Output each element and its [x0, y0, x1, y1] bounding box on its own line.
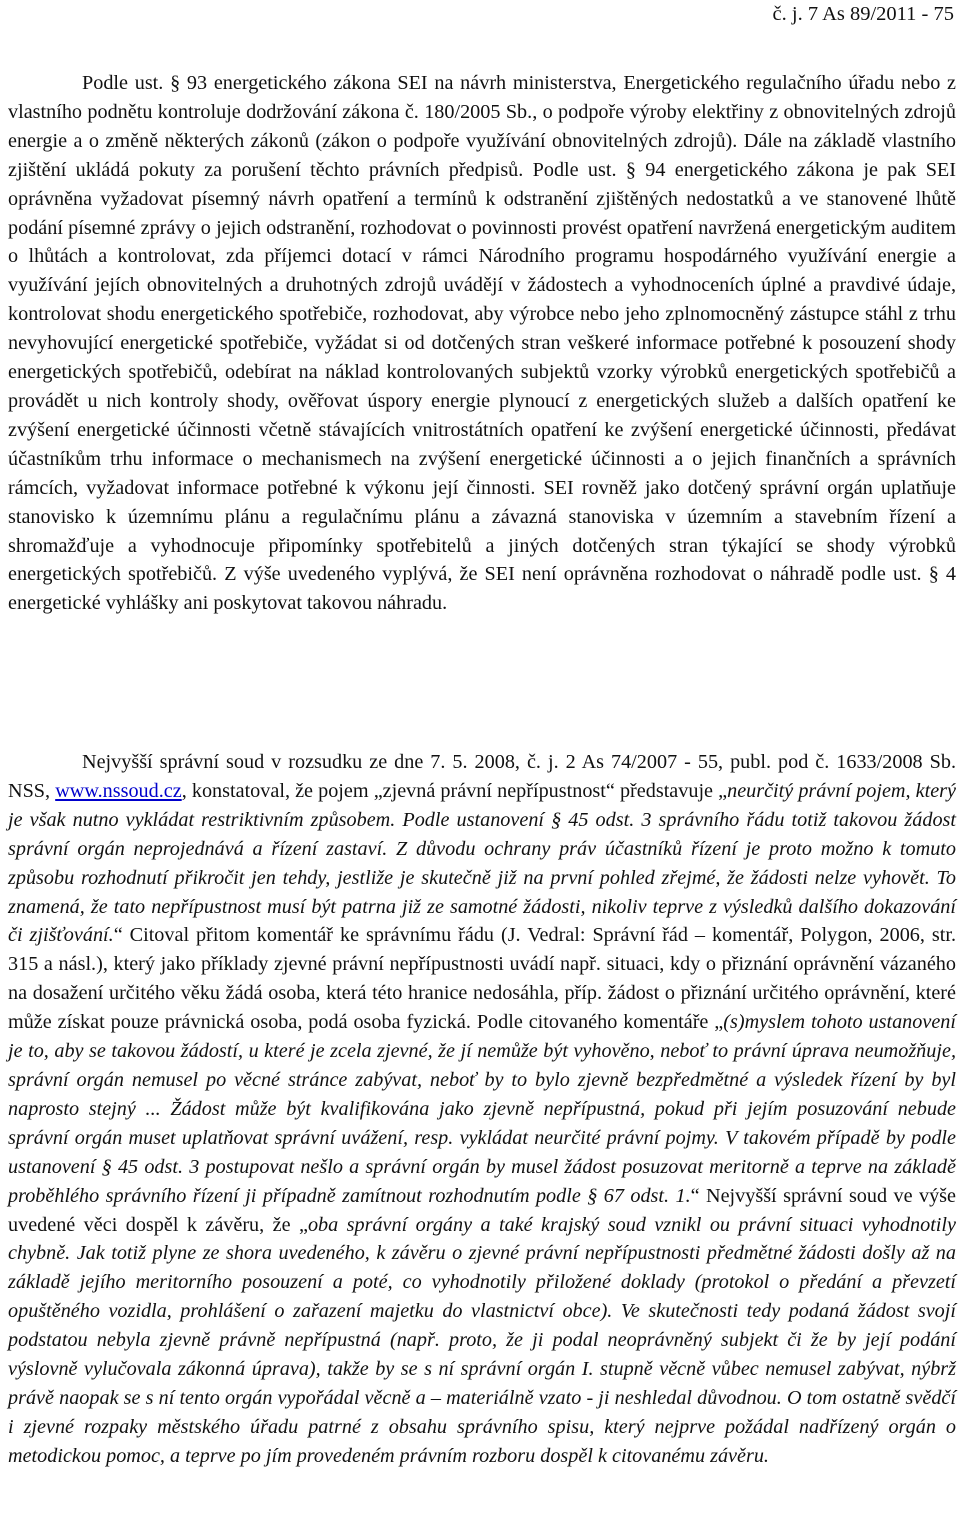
quotation-italic: neurčitý právní pojem, který je však nutno vykládat restriktivním způsobem. Podle ustanovení § 45 odst. 3 správního řádu totiž takovou žádost správní orgán neprojednává a řízení zastaví. Z důvodu ochrany práv účastníků řízení je proto možno k tomuto způsobu rozhodnutí přikročit jen tehdy, jestliže je skutečně již na první pohled zřejmé, že žádosti nelze vyhovět. To znamená, že tato nepřípustnost musí být patrna již ze samotné žádosti, nikoliv teprve z výsledků dalšího dokazování či zjišťování. [8, 779, 956, 947]
paragraph-court-ruling [8, 748, 956, 1471]
text-segment: , konstatoval, že pojem „zjevná právní nepřípustnost“ představuje „ [181, 779, 728, 802]
text-segment: “ Nejvyšší správní soud ve výše uvedené věci dospěl k závěru, že „ [8, 1184, 956, 1236]
text-segment: “ Citoval přitom komentář ke správnímu řádu (J. Vedral: Správní řád – komentář, Polygon, 2006, str. 315 a násl.), který jako příklady zjevné právní nepřípustnosti uvádí např. situaci, kdy o přiznání oprávnění vázaného na dosažení určitého věku žádá osoba, která této hranice nedosáhla, příp. žádost o přiznání určitého oprávnění, které může získat pouze právnická osoba, podá osoba fyzická. Podle citovaného komentáře „ [8, 924, 956, 1034]
case-number-header: č. j. 7 As 89/2011 - 75 [772, 3, 954, 25]
nssoud-link[interactable]: www.nssoud.cz [55, 779, 182, 802]
text-segment: Podle ust. § 93 energetického zákona SEI na návrh ministerstva, Energetického regulačního úřadu nebo z vlastního podnětu kontroluje dodržování zákona č. 180/2005 Sb., o podpoře výroby elektřiny z obnovitelných zdrojů energie a o změně některých zákonů (zákon o podpoře využívání obnovitelných zdrojů). Dále na základě vlastního zjištění ukládá pokuty za porušení těchto právních předpisů. Podle ust. § 94 energetického zákona je pak SEI oprávněna vyžadovat písemný návrh opatření a termínů k odstranění zjištěných nedostatků a ve stanovené lhůtě podání písemné zprávy o jejich odstranění, rozhodovat o povinnosti provést opatření navržená energetickým auditem o lhůtách a kontrolovat, zda příjemci dotací v rámci Národního programu hospodárného využívání energie a využívání jejích obnovitelných a druhotných zdrojů uvádějí v žádostech a vyhodnoceních úplné a pravdivé údaje, kontrolovat shodu energetického spotřebiče, rozhodovat, aby výrobce nebo jeho zplnomocněný zástupce stáhl z trhu nevyhovující energetické spotřebiče, vyžádat si od dotčených stran veškeré informace potřebné k posouzení shody energetických spotřebičů, odebírat na náklad kontrolovaných subjektů vzorky výrobků energetických spotřebičů a provádět u nich kontroly shody, ověřovat úspory energie plynoucí z energetických služeb a dalších opatření ke zvýšení energetické účinnosti včetně stávajících vnitrostátních opatření ke zvýšení energetické účinnosti, předávat účastníkům trhu informace o mechanismech na zvýšení energetické účinnosti a o jejich finančních a správních rámcích, vyžadovat informace potřebné k výkonu její činnosti. SEI rovněž jako dotčený správní orgán uplatňuje stanovisko k územnímu plánu a regulačnímu plánu a závazná stanoviska v územním a stavebním řízení a shromažďuje a vyhodnocuje připomínky spotřebitelů a jiných dotčených stran týkající se shody výrobků energetických spotřebičů. Z výše uvedeného vyplývá, že SEI není oprávněna rozhodovat o náhradě podle ust. § 4 energetické vyhlášky ani poskytovat takovou náhradu. [8, 72, 956, 615]
paragraph-sei-powers [8, 69, 956, 618]
quotation-italic: (s)myslem tohoto ustanovení je to, aby se takovou žádostí, u které je zcela zjevné, že jí nemůže být vyhověno, neboť to právní úprava neumožňuje, správní orgán nemusel po věcné stránce zabývat, neboť by to bylo zjevně bezpředmětné a výsledek řízení by byl naprosto stejný ... Žádost může být kvalifikována jako zjevně nepřípustná, pokud při jejím posuzování nebude správní orgán muset uplatňovat správní uvážení, resp. vykládat neurčité právní pojmy. V takovém případě by podle ustanovení § 45 odst. 3 postupovat nešlo a správní orgán by musel žádost posuzovat meritorně a teprve na základě proběhlého správního řízení ji případně zamítnout rozhodnutím podle § 67 odst. 1. [8, 1011, 956, 1207]
text-segment: Nejvyšší správní soud v rozsudku ze dne 7. 5. 2008, č. j. 2 As 74/2007 - 55, publ. pod č. 1633/2008 Sb. NSS, [8, 751, 956, 802]
quotation-italic: oba správní orgány a také krajský soud vznikl ou právní situaci vyhodnotily chybně. Jak totiž plyne ze shora uvedeného, k závěru o zjevné právní nepřípustnosti předmětné žádosti došly až na základě jejího meritorního posouzení a poté, co vyhodnotily přiložené doklady (protokol o předání a převzetí opuštěného vozidla, prohlášení o zařazení majetku do vlastnictví obce). Ve skutečnosti tedy podaná žádost svojí podstatou nebyla zjevně právně nepřípustná (např. proto, že ji podal neoprávněný subjekt či že by její podání výslovně vylučovala zákonná úprava), takže by se s ní správní orgán I. stupně věcně vůbec nemusel zabývat, nýbrž právě naopak se s ní tento orgán vypořádal věcně a – materiálně vzato - ji neshledal důvodnou. O tom ostatně svědčí i zjevné rozpaky městského úřadu patrné z obsahu správního spisu, který nejprve požádal nadřízený orgán o metodickou pomoc, a teprve po jím provedeném právním rozboru dospěl k citovanému závěru. [8, 1213, 956, 1467]
